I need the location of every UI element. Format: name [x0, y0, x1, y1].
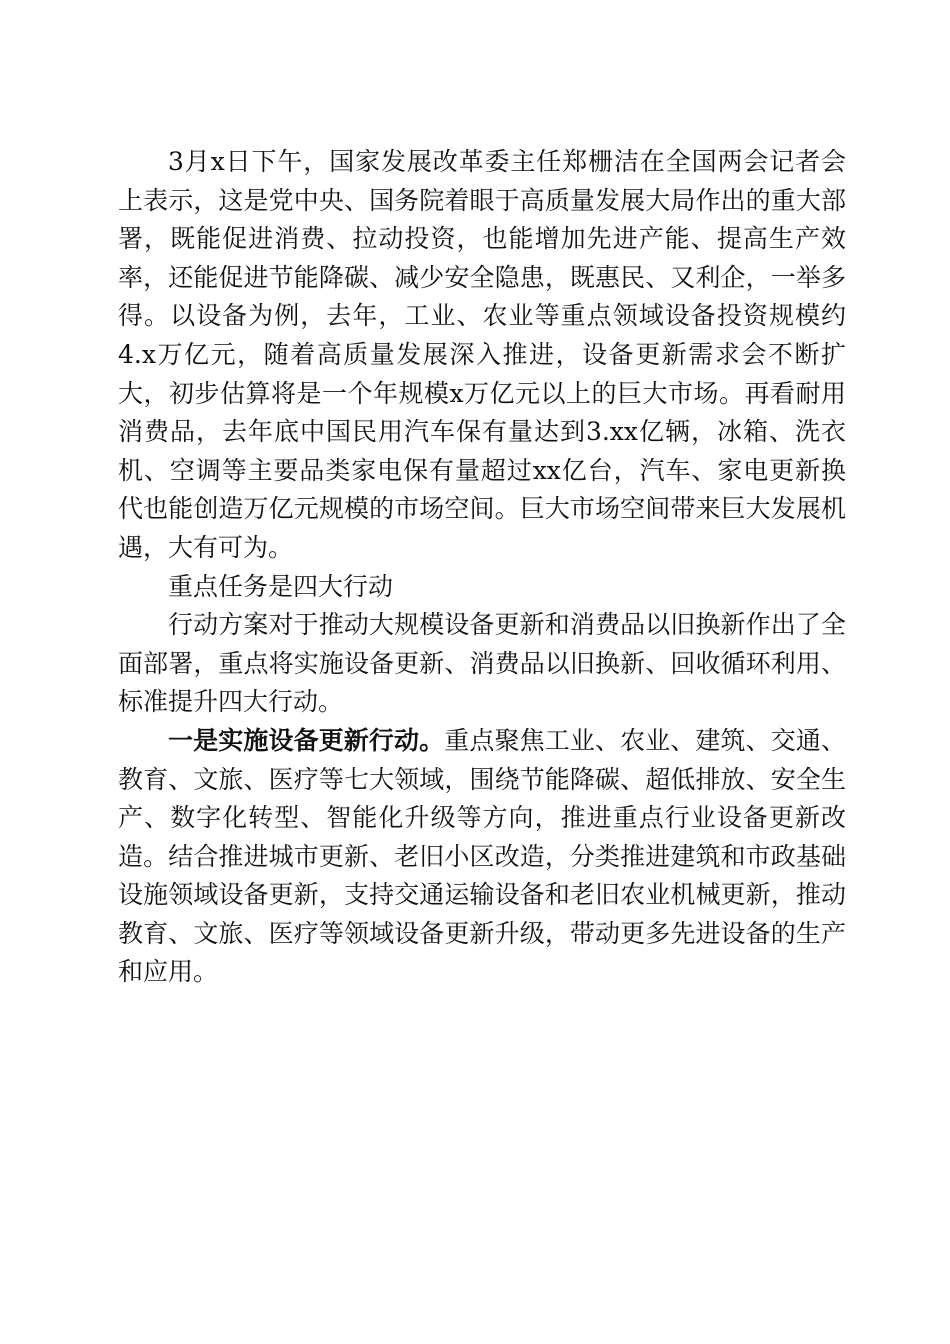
paragraph-equipment-renewal-action [118, 722, 846, 992]
section-heading-four-actions: 重点任务是四大行动 [168, 571, 394, 601]
document-body [118, 143, 846, 992]
paragraph-lead-phrase: 一是实施设备更新行动。 [168, 725, 445, 755]
paragraph-action-plan-overview: 行动方案对于推动大规模设备更新和消费品以旧换新作出了全面部署，重点将实施设备更新、消费品以旧换新、回收循环利用、标准提升四大行动。 [118, 610, 846, 717]
paragraph-body-text: 重点聚焦工业、农业、建筑、交通、教育、文旅、医疗等七大领域，围绕节能降碳、超低排放、安全生产、数字化转型、智能化升级等方向，推进重点行业设备更新改造。结合推进城市更新、老旧小区改造，分类推进建筑和市政基础设施领域设备更新，支持交通运输设备和老旧农业机械更新，推动教育、文旅、医疗等领域设备更新升级，带动更多先进设备的生产和应用。 [118, 725, 846, 987]
paragraph-two-sessions-remarks: 3月x日下午，国家发展改革委主任郑栅洁在全国两会记者会上表示，这是党中央、国务院着眼于高质量发展大局作出的重大部署，既能促进消费、拉动投资，也能增加先进产能、提高生产效率，还能促进节能降碳、减少安全隐患，既惠民、又利企，一举多得。以设备为例，去年，工业、农业等重点领域设备投资规模约4.x万亿元，随着高质量发展深入推进，设备更新需求会不断扩大，初步估算将是一个年规模x万亿元以上的巨大市场。再看耐用消费品，去年底中国民用汽车保有量达到3.xx亿辆，冰箱、洗衣机、空调等主要品类家电保有量超过xx亿台，汽车、家电更新换代也能创造万亿元规模的市场空间。巨大市场空间带来巨大发展机遇，大有可为。 [118, 147, 846, 562]
